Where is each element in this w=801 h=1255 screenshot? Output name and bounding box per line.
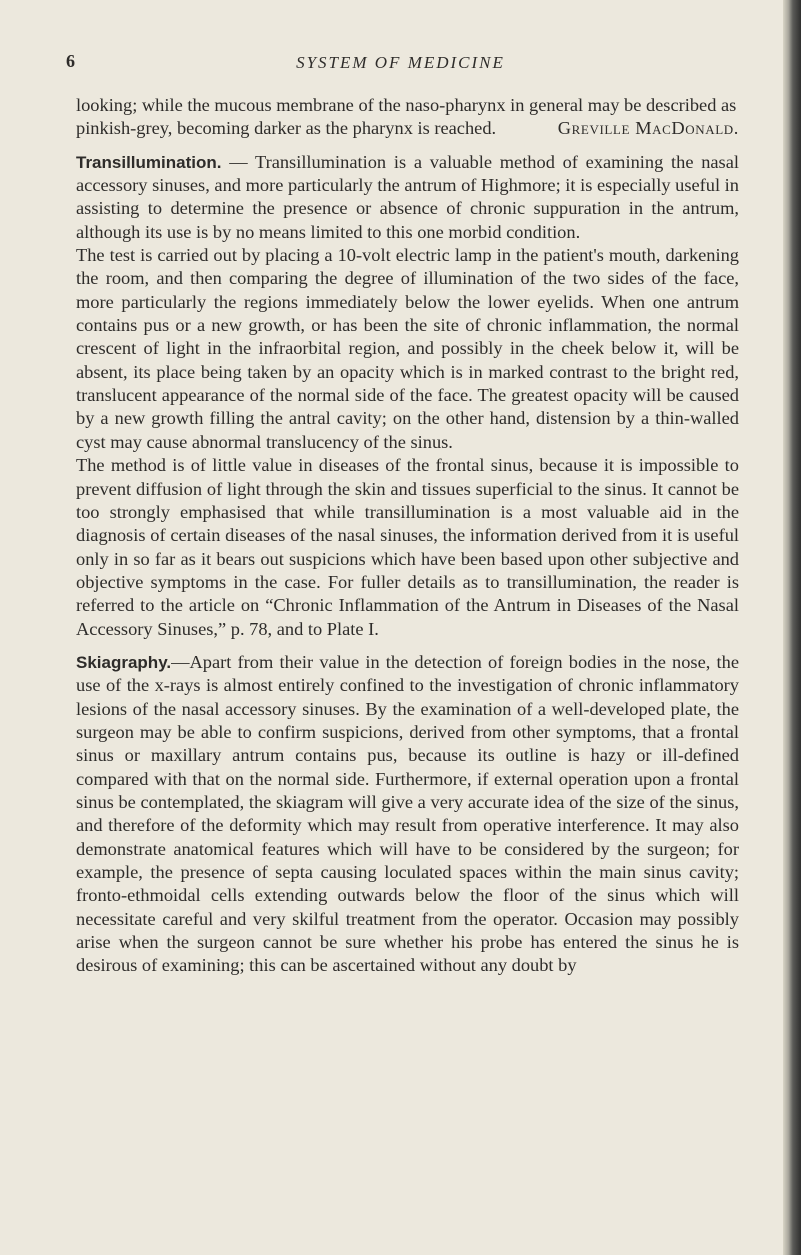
section-heading-transillumination: Transillumination.	[76, 152, 222, 172]
body-text	[76, 94, 739, 978]
paragraph-transillumination-method	[76, 454, 739, 641]
author-signature: Greville MacDonald.	[557, 118, 739, 139]
heading-dash: —	[171, 651, 190, 672]
page-binding-edge	[783, 0, 801, 1255]
paragraph-3-text: The method is of little value in diseases of the frontal sinus, because it is impossible to prevent diffusion of light through the skin and tissues superficial to the sinus. It cannot be too strongly emphasised that while transillumination is a most valuable aid in the diagnosis of certain diseases of the nasal sinuses, the information derived from it is useful only in so far as it bears out suspicions which have been based upon other subjective and objective symptoms in the case. For fuller details as to transillumination, the reader is referred to the article on “Chronic Inflammation of the Antrum in Diseases of the Nasal Accessory Sinuses,” p. 78, and to Plate I.	[76, 455, 739, 639]
paragraph-0-text: looking; while the mucous membrane of the naso-pharynx in general may be described as pinkish-grey, becoming darker as the pharynx is reached.	[76, 95, 737, 139]
paragraph-transillumination-test	[76, 244, 739, 454]
running-title: SYSTEM OF MEDICINE	[296, 53, 505, 72]
paragraph-skiagraphy	[76, 651, 739, 978]
heading-dash: —	[221, 151, 255, 172]
paragraph-4-text: Apart from their value in the detection of foreign bodies in the nose, the use of the x-rays is almost entirely confined to the investigation of chronic inflammatory lesions of the nasal accessory sinuses. By the examination of a well-developed plate, the surgeon may be able to confirm suspicions, derived from other symptoms, that a frontal sinus or maxillary antrum contains pus, because its outline is hazy or ill-defined compared with that on the normal side. Furthermore, if external operation upon a frontal sinus be contemplated, the skiagram will give a very accurate idea of the size of the sinus, and therefore of the deformity which may result from operative interference. It may also demonstrate anatomical features which will have to be considered by the surgeon; for example, the presence of septa causing loculated spaces within the main sinus cavity; fronto-ethmoidal cells extending outwards below the floor of the sinus which will necessitate careful and very skilful treatment from the operator. Occasion may possibly arise when the surgeon cannot be sure whether his probe has entered the sinus he is desirous of examining; this can be ascertained without any doubt by	[76, 651, 739, 976]
paragraph-2-text: The test is carried out by placing a 10-volt electric lamp in the patient's mouth, darkening the room, and then comparing the degree of illumination of the two sides of the face, more particularly the regions immediately below the lower eyelids. When one antrum contains pus or a new growth, or has been the site of chronic inflammation, the normal crescent of light in the infraorbital region, and possibly in the cheek below it, will be absent, its place being taken by an opacity which is in marked contrast to the bright red, translucent appearance of the normal side of the face. The greatest opacity will be caused by a new growth filling the antral cavity; on the other hand, distension by a thin-walled cyst may cause abnormal translucency of the sinus.	[76, 245, 739, 452]
section-heading-skiagraphy: Skiagraphy.	[76, 652, 172, 672]
paragraph-transillumination-intro	[76, 151, 739, 244]
paragraph-1-text: Transillumination is a valuable method of examining the nasal accessory sinuses, and more particularly the antrum of Highmore; it is especially useful in assisting to determine the presence or absence of chronic suppuration in the antrum, although its use is by no means limited to this one morbid condition.	[76, 151, 739, 242]
page-number: 6	[66, 51, 75, 71]
